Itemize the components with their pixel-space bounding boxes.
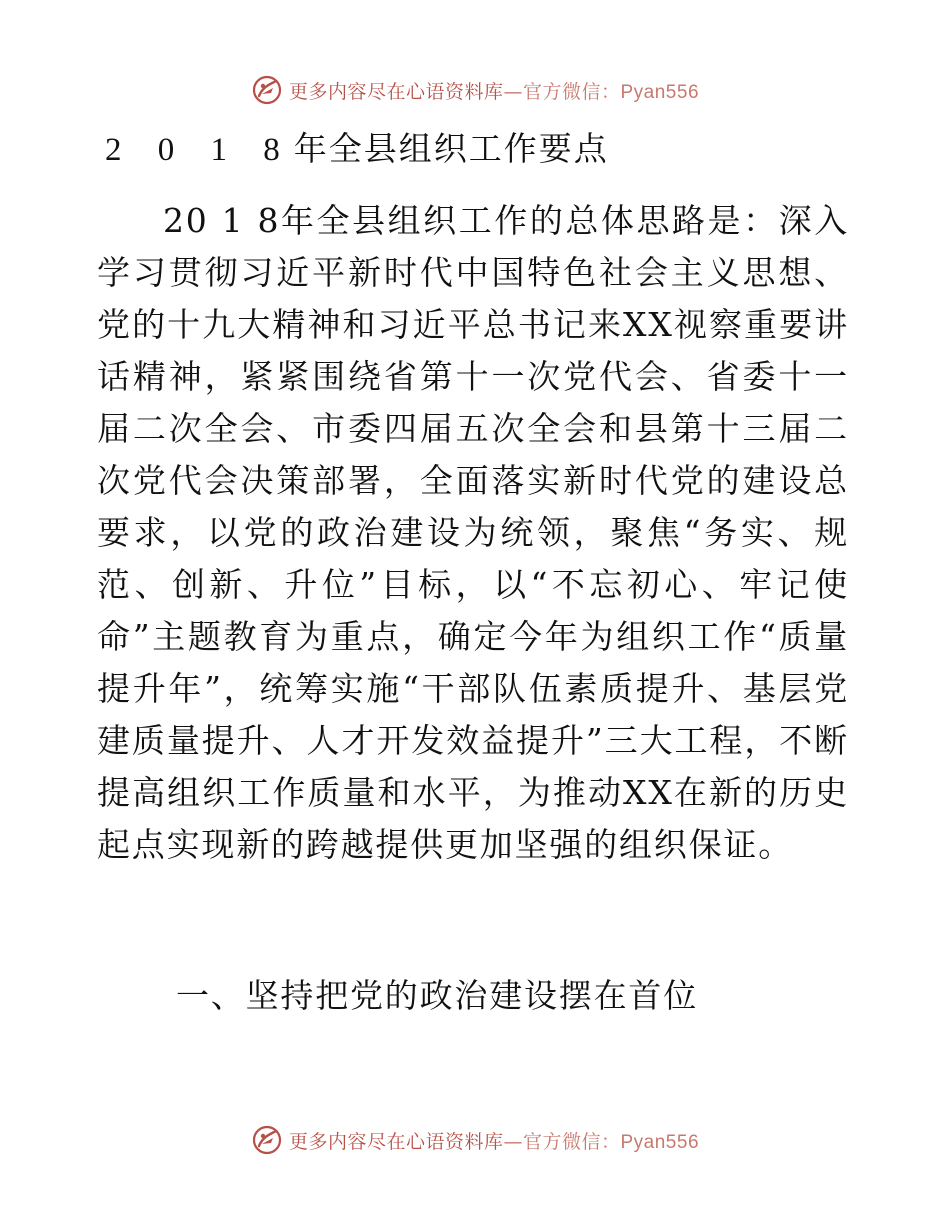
document-title bbox=[105, 123, 609, 170]
brand-logo-icon bbox=[251, 74, 283, 106]
watermark-contact-id: Pyan556 bbox=[620, 81, 700, 103]
section-heading: 一、坚持把党的政治建设摆在首位 bbox=[176, 976, 698, 1015]
brand-logo-icon bbox=[251, 1124, 283, 1156]
watermark-text bbox=[289, 77, 699, 104]
footer-watermark bbox=[0, 1120, 950, 1160]
watermark-contact-label: 官方微信： bbox=[522, 1130, 621, 1153]
watermark-contact-label: 官方微信： bbox=[522, 80, 621, 103]
watermark-contact-id: Pyan556 bbox=[620, 1131, 700, 1153]
watermark-separator: — bbox=[503, 1130, 523, 1153]
title-year: 2 0 1 8 bbox=[105, 132, 294, 168]
header-watermark bbox=[0, 70, 950, 110]
body-paragraph: 20 1 8年全县组织工作的总体思路是：深入学习贯彻习近平新时代中国特色社会主义思想、党的十九大精神和习近平总书记来XX视察重要讲话精神，紧紧围绕省第十一次党代会、省委十一届二次全会、市委四届五次全会和县第十三届二次党代会决策部署，全面落实新时代党的建设总要求，以党的政治建设为统领，聚焦“务实、规范、创新、升位”目标，以“不忘初心、牢记使命”主题教育为重点，确定今年为组织工作“质量提升年”，统筹实施“干部队伍素质提升、基层党建质量提升、人才开发效益提升”三大工程，不断提高组织工作质量和水平，为推动XX在新的历史起点实现新的跨越提供更加坚强的组织保证。 bbox=[97, 201, 849, 864]
title-text: 年全县组织工作要点 bbox=[293, 129, 609, 168]
watermark-brand: 更多内容尽在心语资料库 bbox=[288, 80, 504, 103]
watermark-text bbox=[289, 1127, 699, 1154]
watermark-separator: — bbox=[503, 80, 523, 103]
watermark-brand: 更多内容尽在心语资料库 bbox=[288, 1130, 504, 1153]
